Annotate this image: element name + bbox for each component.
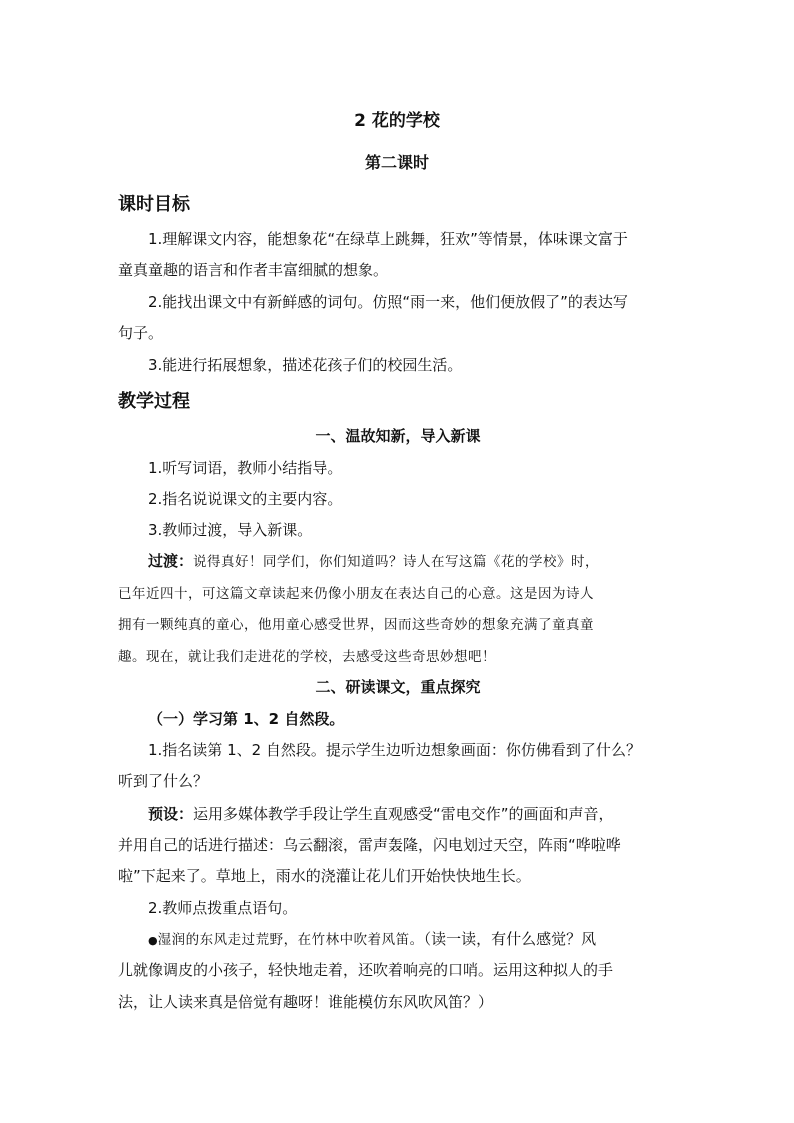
part-1-line-2: 听到了什么？ [118,772,209,790]
part-1-title: （一）学习第 1、2 自然段。 [148,710,345,728]
step-2: 2.指名说说课文的主要内容。 [148,490,343,508]
process-heading: 教学过程 [118,391,190,412]
quote-line-1 [148,928,596,949]
transition-line-4: 趣。现在，就让我们走进花的学校，去感受这些奇思妙想吧！ [118,649,496,665]
preset-line-2: 并用自己的话进行描述：乌云翻滚，雷声轰隆，闪电划过天空，阵雨“哗啦哗 [118,836,621,854]
goals-heading: 课时目标 [118,194,190,215]
transition-line-3: 拥有一颗纯真的童心，他用童心感受世界，因而这些奇妙的想象充满了童真童 [118,617,594,633]
comment-text-1: （读一读，有什么感觉？风 [423,930,597,948]
preset-text-1: 运用多媒体教学手段让学生直观感受“雷电交作”的画面和声音， [193,805,614,823]
preset-label: 预设： [148,805,194,823]
goal-line-2: 童真童趣的语言和作者丰富细腻的想象。 [118,261,389,279]
goal-line-4: 句子。 [118,324,164,342]
bullet-icon: ● [148,934,158,947]
goal-line-5: 3.能进行拓展想象，描述花孩子们的校园生活。 [148,356,463,374]
step-key-sentences: 2.教师点拨重点语句。 [148,899,298,917]
comment-line-2: 儿就像调皮的小孩子，轻快地走着，还吹着响亮的口哨。运用这种拟人的手 [118,961,614,979]
transition-line-2: 已年近四十，可这篇文章读起来仍像小朋友在表达自己的心意。这是因为诗人 [118,586,594,602]
step-1: 1.听写词语，教师小结指导。 [148,459,343,477]
preset-line-1 [148,803,614,824]
part-1-line-1: 1.指名读第 1、2 自然段。提示学生边听边想象画面：你仿佛看到了什么？ [148,741,641,759]
comment-line-3: 法，让人读来真是倍觉有趣呀！谁能模仿东风吹风笛？） [118,993,494,1011]
preset-line-3: 啦”下起来了。草地上，雨水的浇灌让花儿们开始快快地生长。 [118,867,531,885]
step-3: 3.教师过渡，导入新课。 [148,521,313,539]
transition-line-1 [148,550,599,571]
goal-line-1: 1.理解课文内容，能想象花“在绿草上跳舞，狂欢”等情景，体味课文富于 [148,230,628,248]
section-2-title: 二、研读课文，重点探究 [315,678,481,696]
quote-text: 湿润的东风走过荒野，在竹林中吹着风笛。 [157,932,424,948]
lesson-title: 2 花的学校 [354,111,440,131]
lesson-subtitle: 第二课时 [364,153,429,172]
section-1-title: 一、温故知新，导入新课 [315,427,481,445]
transition-label: 过渡： [148,552,194,570]
goal-line-3: 2.能找出课文中有新鲜感的词句。仿照“雨一来，他们便放假了”的表达写 [148,293,628,311]
transition-text-1: 说得真好！同学们，你们知道吗？诗人在写这篇《花的学校》时， [193,554,600,570]
